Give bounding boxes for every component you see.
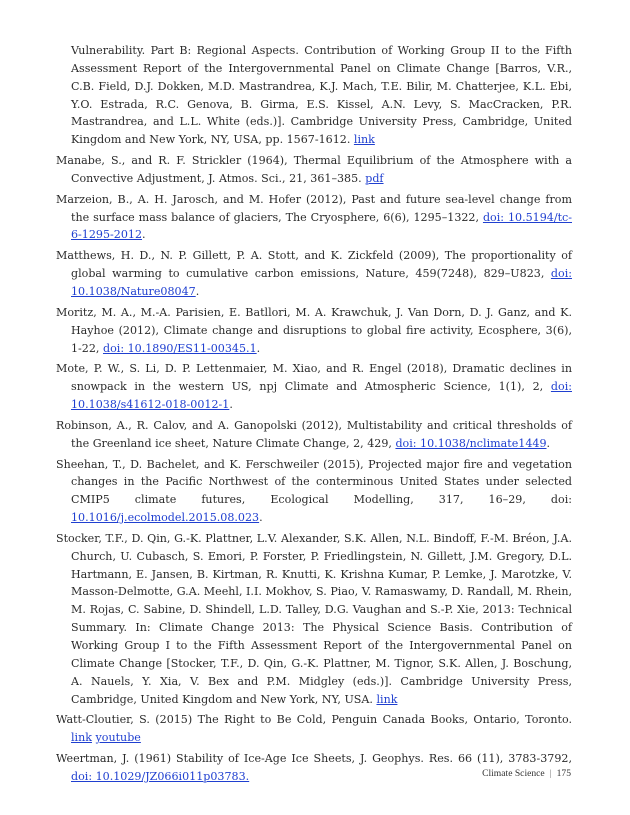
doi-link[interactable]: doi: 10.5194/tc-6-1295-2012 (71, 210, 572, 242)
reference-entry: Mote, P. W., S. Li, D. P. Lettenmaier, M. Xiao, and R. Engel (2018), Dramatic declines in snowpack in the western US, npj Climate and Atmospheric Science, 1(1), 2, doi: 10.1038/s41612-018-0012-1. (56, 362, 572, 412)
reference-entry: Stocker, T.F., D. Qin, G.-K. Plattner, L.V. Alexander, S.K. Allen, N.L. Bindoff, F.-M. Bréon, J.A. Church, U. Cubasch, S. Emori, P. Forster, P. Friedlingstein, N. Gillett, J.M. Gregory, D.L. Hartmann, E. Jansen, B. Kirtman, R. Knutti, K. Krishna Kumar, P. Lemke, J. Marotzke, V. Masson-Delmotte, G.A. Meehl, I.I. Mokhov, S. Piao, V. Ramaswamy, D. Randall, M. Rhein, M. Rojas, C. Sabine, D. Shindell, L.D. Talley, D.G. Vaughan and S.-P. Xie, 2013: Technical Summary. In: Climate Change 2013: The Physical Science Basis. Contribution of Working Group I to the Fifth Assessment Report of the Intergovernmental Panel on Climate Change [Stocker, T.F., D. Qin, G.-K. Plattner, M. Tignor, S.K. Allen, J. Boschung, A. Nauels, Y. Xia, V. Bex and P.M. Midgley (eds.)]. Cambridge University Press, Cambridge, United Kingdom and New York, NY, USA. link (56, 531, 572, 706)
reference-entry: Moritz, M. A., M.-A. Parisien, E. Batllori, M. A. Krawchuk, J. Van Dorn, D. J. Ganz, and K. Hayhoe (2012), Climate change and disruptions to global fire activity, Ecosphere, 3(6), 1-22, doi: 10.1890/ES11-00345.1. (56, 305, 572, 355)
reference-entry: Sheehan, T., D. Bachelet, and K. Ferschweiler (2015), Projected major fire and vegetation changes in the Pacific Northwest of the conterminous United States under selected CMIP5 climate futures, Ecological Modelling, 317, 16–29, doi: 10.1016/j.ecolmodel.2015.08.023. (56, 457, 572, 525)
reference-entry: Vulnerability. Part B: Regional Aspects. Contribution of Working Group II to the Fifth Assessment Report of the Intergovernmental Panel on Climate Change [Barros, V.R., C.B. Field, D.J. Dokken, M.D. Mastrandrea, K.J. Mach, T.E. Bilir, M. Chatterjee, K.L. Ebi, Y.O. Estrada, R.C. Genova, B. Girma, E.S. Kissel, A.N. Levy, S. MacCracken, P.R. Mastrandrea, and L.L. White (eds.)]. Cambridge University Press, Cambridge, United Kingdom and New York, NY, USA, pp. 1567-1612. link (71, 44, 572, 147)
doi-link[interactable]: doi: 10.1038/nclimate1449 (395, 436, 547, 450)
reference-link[interactable]: link (376, 692, 398, 706)
page-number: 175 (556, 768, 571, 779)
youtube-link[interactable]: youtube (95, 731, 141, 745)
doi-link[interactable]: 10.1016/j.ecolmodel.2015.08.023 (71, 511, 260, 525)
pdf-link[interactable]: pdf (365, 171, 384, 185)
reference-link[interactable]: link (71, 731, 92, 745)
reference-list (56, 42, 572, 789)
reference-entry: Matthews, H. D., N. P. Gillett, P. A. Stott, and K. Zickfeld (2009), The proportionality of global warming to cumulative carbon emissions, Nature, 459(7248), 829–U823, doi: 10.1038/Nature08047. (56, 249, 572, 298)
reference-entry: Weertman, J. (1961) Stability of Ice-Age Ice Sheets, J. Geophys. Res. 66 (11), 3783-3792, doi: 10.1029/JZ066i011p03783. (56, 752, 572, 783)
doi-link[interactable]: doi: 10.1038/Nature08047 (71, 267, 572, 298)
reference-link[interactable]: link (353, 133, 375, 147)
reference-entry: Manabe, S., and R. F. Strickler (1964), Thermal Equilibrium of the Atmosphere with a Convective Adjustment, J. Atmos. Sci., 21, 361–385. pdf (56, 154, 572, 185)
page-footer (482, 768, 571, 779)
footer-title: Climate Science (482, 768, 545, 779)
reference-entry: Watt-Cloutier, S. (2015) The Right to Be Cold, Penguin Canada Books, Ontario, Toronto. link youtube (56, 713, 572, 745)
reference-entry: Robinson, A., R. Calov, and A. Ganopolski (2012), Multistability and critical thresholds of the Greenland ice sheet, Nature Climate Change, 2, 429, doi: 10.1038/nclimate1449. (56, 418, 572, 450)
doi-link[interactable]: doi: 10.1029/JZ066i011p03783. (71, 769, 250, 783)
footer-divider: | (549, 768, 552, 779)
doi-link[interactable]: doi: 10.1038/s41612-018-0012-1 (71, 380, 572, 412)
doi-link[interactable]: doi: 10.1890/ES11-00345.1 (102, 341, 257, 355)
reference-entry: Marzeion, B., A. H. Jarosch, and M. Hofer (2012), Past and future sea-level change from the surface mass balance of glaciers, The Cryosphere, 6(6), 1295–1322, doi: 10.5194/tc-6-1295-2012. (56, 192, 572, 242)
